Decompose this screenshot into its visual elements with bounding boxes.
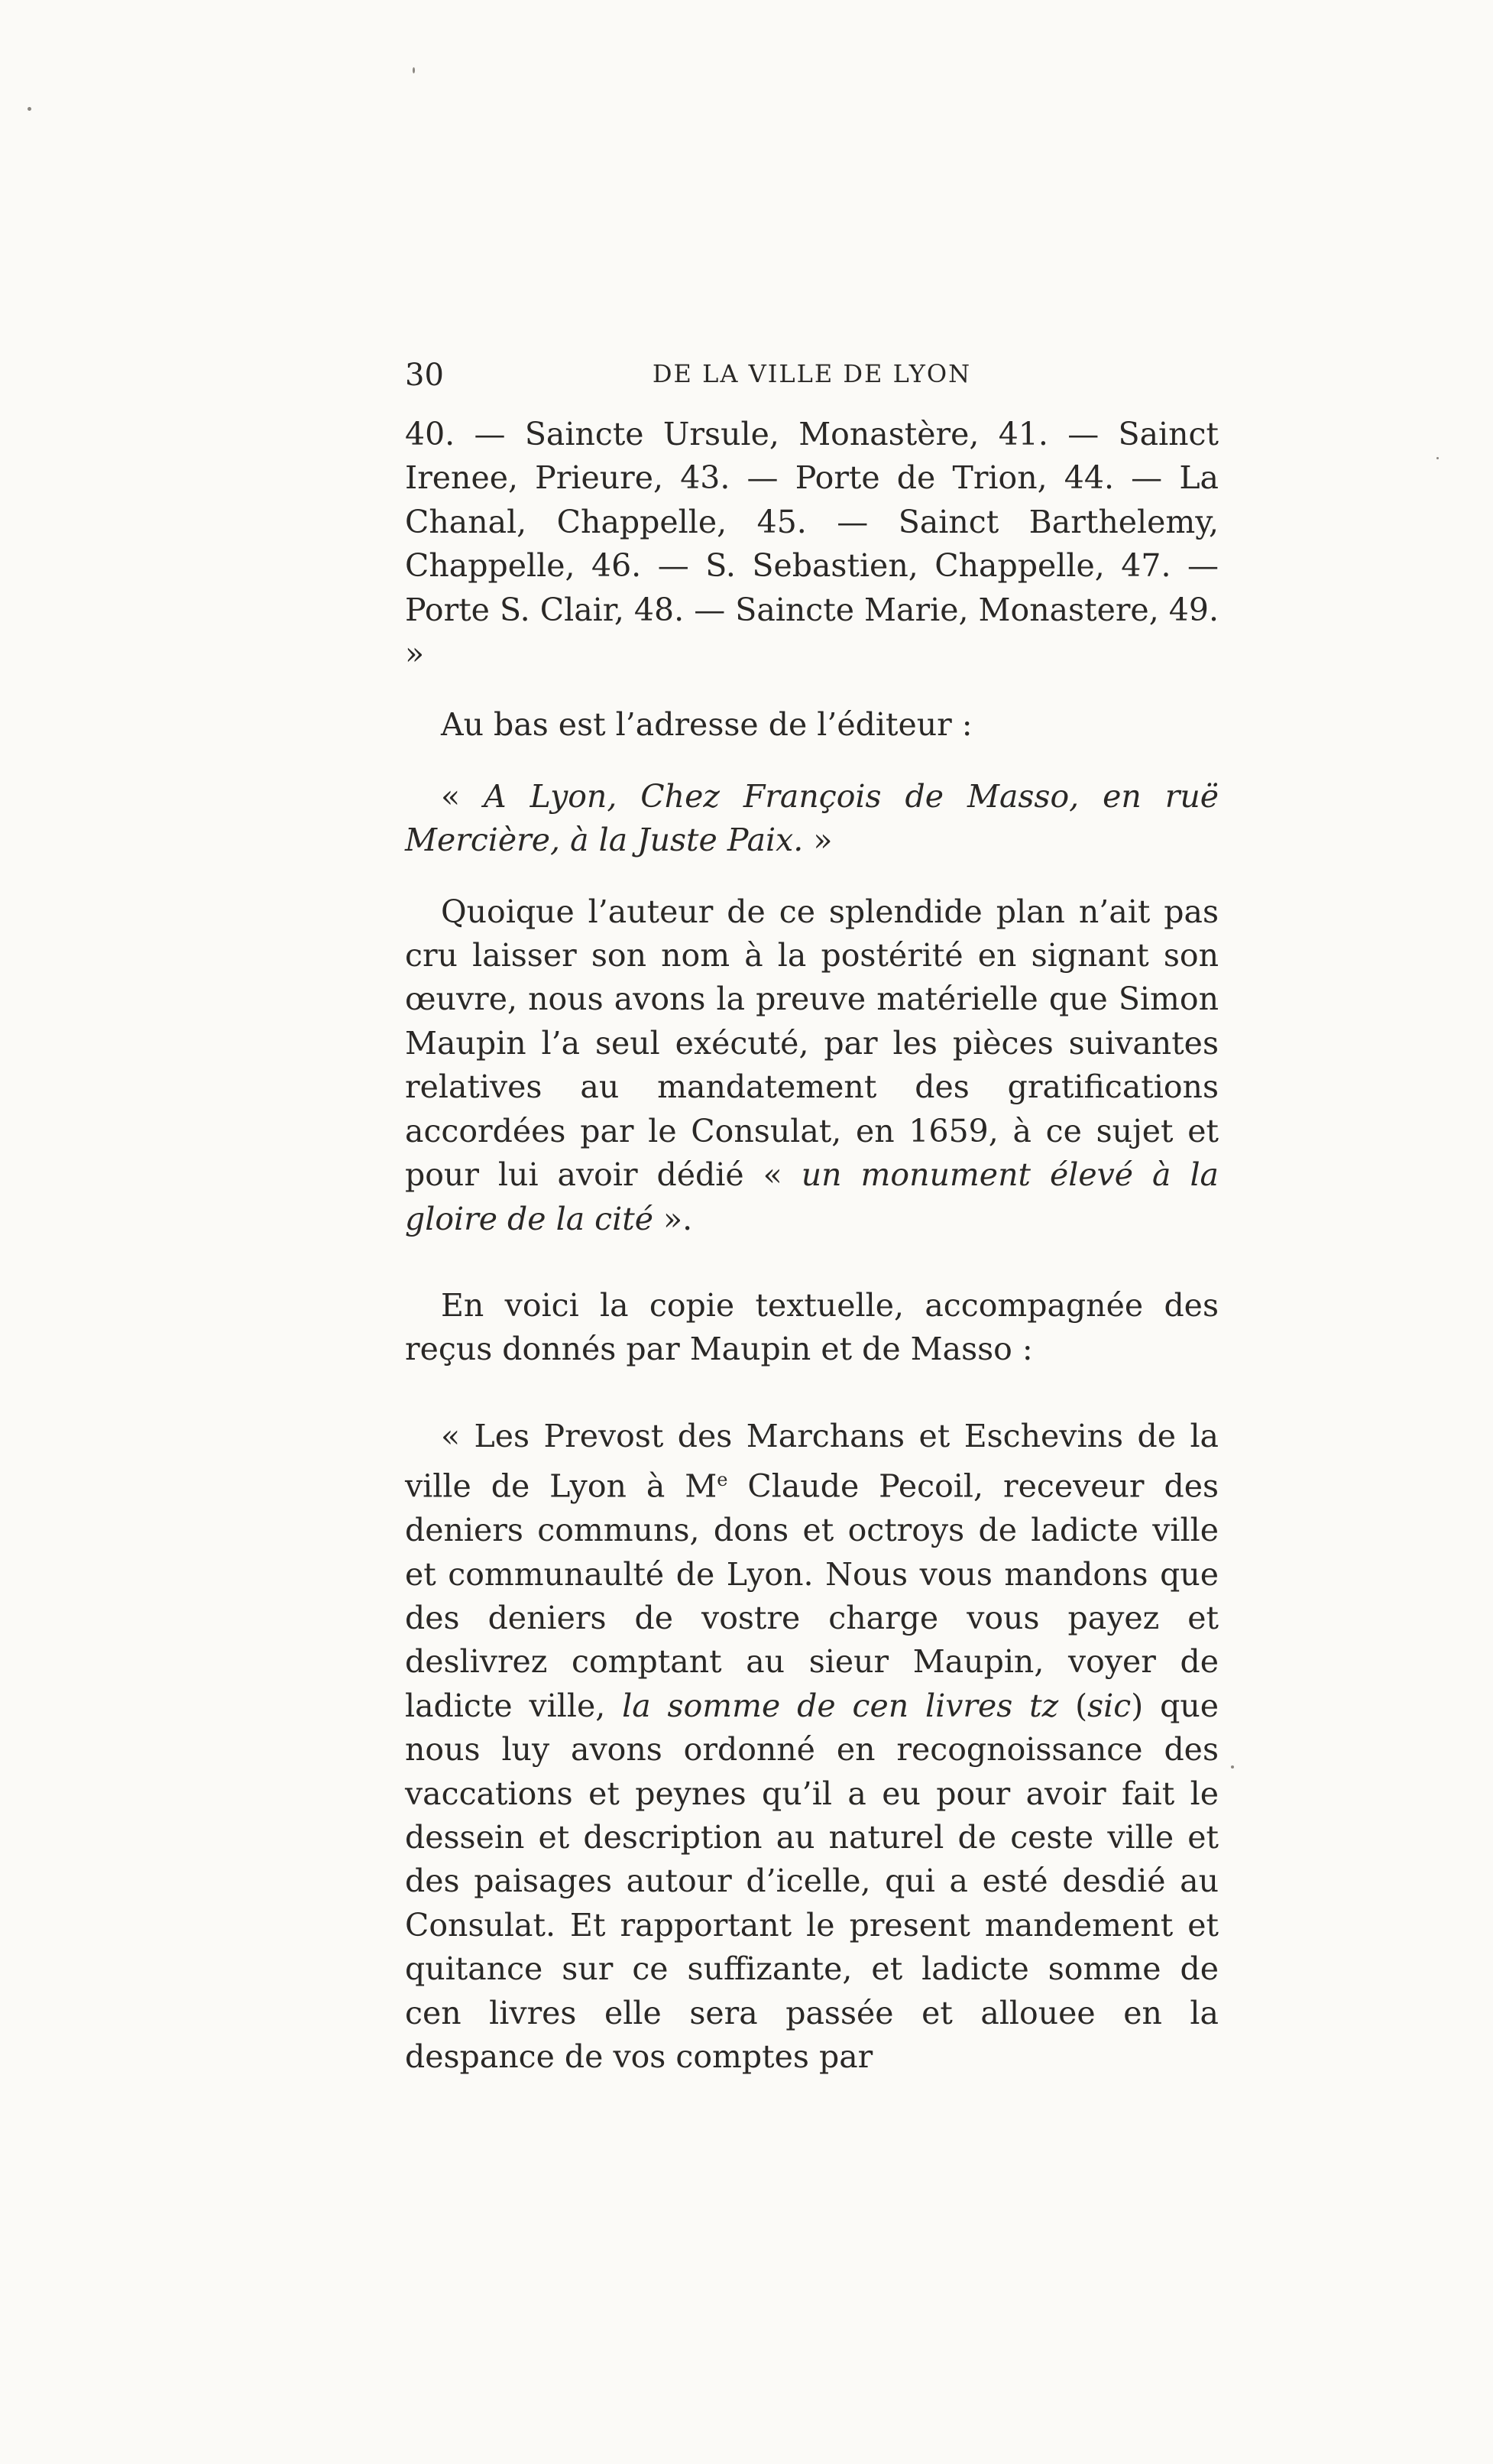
monument-quote: un monument élevé à la gloire de la cité (405, 1156, 1219, 1237)
address-intro-paragraph: Au bas est l’adresse de l’éditeur : (441, 706, 973, 744)
page-header (405, 358, 1219, 404)
list-continuation-paragraph: 40. — Saincte Ursule, Monastère, 41. — Sainct Irenee, Prieure, 43. — Porte de Trion, 44. — La Chanal, Chappelle, 45. — Sainct Barthelemy, Chappelle, 46. — S. Sebastien, Chappelle, 47. — Porte S. Clair, 48. — Saincte Marie, Monastere, 49. » (405, 416, 1219, 673)
superscript-e: e (717, 1469, 728, 1491)
publisher-address-text: A Lyon, Chez François de Masso, en ruë Mercière, à la Juste Paix. (405, 777, 1219, 859)
sic-italic: sic (1087, 1687, 1132, 1724)
publisher-address-quote: « A Lyon, Chez François de Masso, en ruë Mercière, à la Juste Paix. » (405, 777, 1219, 859)
page-number: 30 (405, 358, 444, 393)
page-body (405, 413, 1219, 2079)
copy-intro-paragraph: En voici la copie textuelle, accompagnée des reçus donnés par Maupin et de Masso : (405, 1286, 1219, 1368)
running-title: DE LA VILLE DE LYON (652, 359, 972, 388)
mandate-quotation: « Les Prevost des Marchans et Eschevins de la ville de Lyon à Me Claude Pecoil, receveur des deniers communs, dons et octroys de ladicte ville et communaulté de Lyon. Nous vous mandons que des deniers de vostre charge vous payez et deslivrez comptant au sieur Maupin, voyer de ladicte ville, la somme de cen livres tz (sic) que nous luy avons ordonné en recognoissance des vaccations et peynes qu’il a eu pour avoir fait le dessein et description au naturel de ceste ville et des paisages autour d’icelle, qui a esté desdié au Consulat. Et rapportant le present mandement et quitance sur ce suffizante, et ladicte somme de cen livres elle sera passée et allouee en la despance de vos comptes par (405, 1417, 1219, 2076)
sum-italic: la somme de cen livres tz (622, 1687, 1059, 1724)
author-attribution-paragraph: Quoique l’auteur de ce splendide plan n’ait pas cru laisser son nom à la postérité en signant son œuvre, nous avons la preuve matérielle que Simon Maupin l’a seul exécuté, par les pièces suivantes relatives au mandatement des gratifications accordées par le Consulat, en 1659, à ce sujet et pour lui avoir dédié « un monument élevé à la gloire de la cité ». (405, 893, 1219, 1237)
